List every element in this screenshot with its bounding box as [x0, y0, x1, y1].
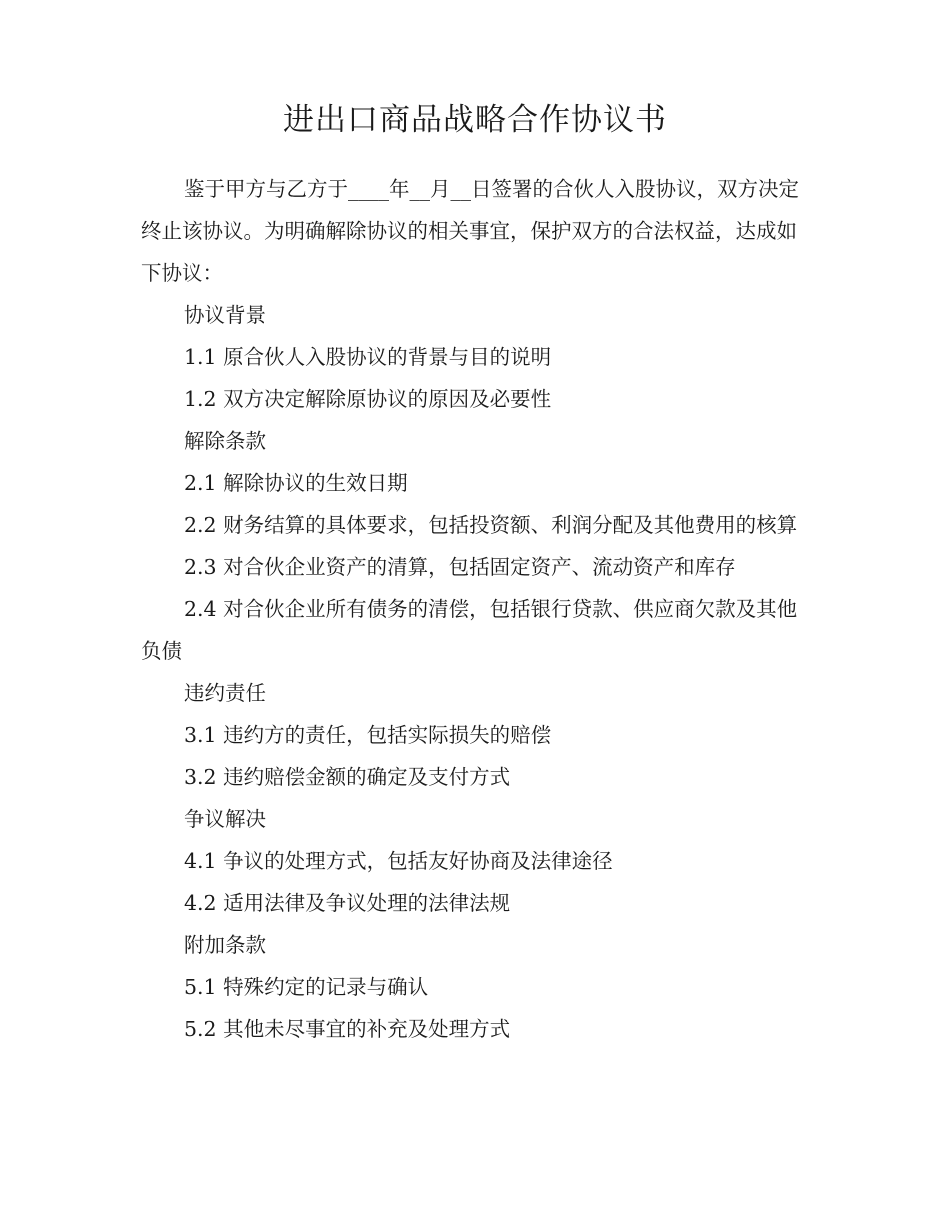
section-heading: 协议背景: [184, 303, 266, 327]
section-heading: 解除条款: [184, 429, 266, 453]
clause-item: 3.2 违约赔偿金额的确定及支付方式: [184, 765, 511, 789]
clause-item: 1.2 双方决定解除原协议的原因及必要性: [184, 387, 552, 411]
document-title: 进出口商品战略合作协议书: [283, 102, 667, 138]
document-body: [141, 168, 801, 1050]
clause-item: 4.1 争议的处理方式，包括友好协商及法律途径: [184, 849, 613, 873]
section-heading: 附加条款: [184, 933, 266, 957]
clause-item: 4.2 适用法律及争议处理的法律法规: [184, 891, 511, 915]
clause-item: 2.2 财务结算的具体要求，包括投资额、利润分配及其他费用的核算: [184, 513, 798, 537]
clause-item: 1.1 原合伙人入股协议的背景与目的说明: [184, 345, 552, 369]
clause-item: 2.3 对合伙企业资产的清算，包括固定资产、流动资产和库存: [184, 555, 736, 579]
section-heading: 争议解决: [184, 807, 266, 831]
section-heading: 违约责任: [184, 681, 266, 705]
intro-paragraph: 鉴于甲方与乙方于____年__月__日签署的合伙人入股协议，双方决定终止该协议。为明确解除协议的相关事宜，保护双方的合法权益，达成如下协议：: [141, 177, 799, 285]
clause-item: 5.1 特殊约定的记录与确认: [184, 975, 429, 999]
clause-item: 5.2 其他未尽事宜的补充及处理方式: [184, 1017, 511, 1041]
clause-item: 2.4 对合伙企业所有债务的清偿，包括银行贷款、供应商欠款及其他负债: [141, 597, 798, 663]
clause-item: 2.1 解除协议的生效日期: [184, 471, 408, 495]
clause-item: 3.1 违约方的责任，包括实际损失的赔偿: [184, 723, 552, 747]
